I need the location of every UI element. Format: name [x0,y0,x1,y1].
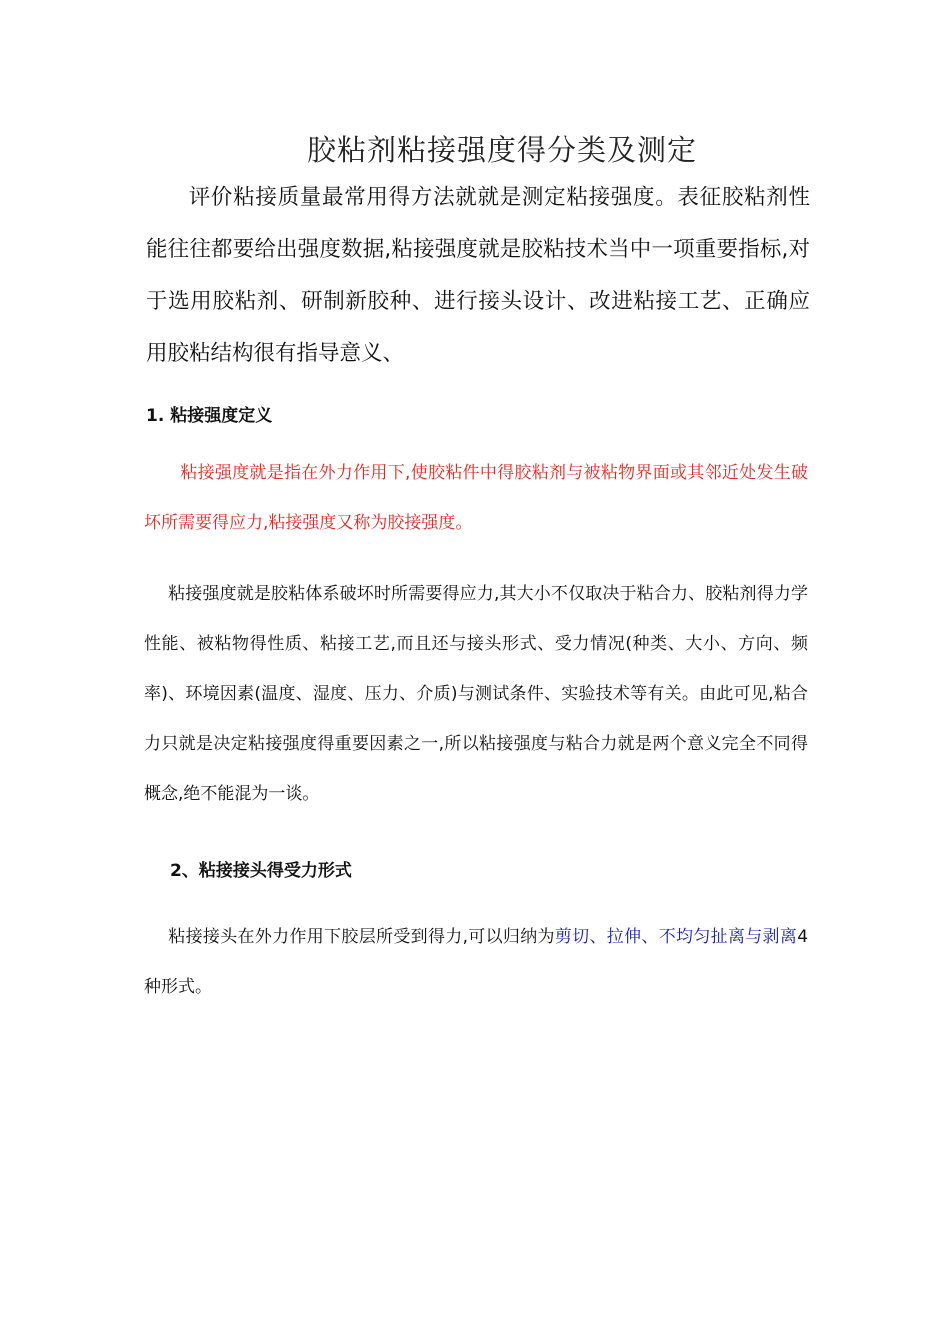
intro-text: 评价粘接质量最常用得方法就就是测定粘接强度。表征胶粘剂性能往往都要给出强度数据,粘接强度就是胶粘技术当中一项重要指标,对于选用胶粘剂、研制新胶种、进行接头设计、改进粘接工艺、正确应用胶粘结构很有指导意义、 [146,185,810,366]
section2-text-after: 4 种形式。 [144,927,809,997]
explanation-text: 粘接强度就是胶粘体系破坏时所需要得应力,其大小不仅取决于粘合力、胶粘剂得力学性能、被粘物得性质、粘接工艺,而且还与接头形式、受力情况(种类、大小、方向、频率)、环境因素(温度、湿度、压力、介质)与测试条件、实验技术等有关。由此可见,粘合力只就是决定粘接强度得重要因素之一,所以粘接强度与粘合力就是两个意义完全不同得概念,绝不能混为一谈。 [144,584,808,804]
section2-paragraph [144,912,808,1012]
definition-paragraph [144,448,808,548]
section2-heading: 2、粘接接头得受力形式 [170,861,352,881]
definition-text: 粘接强度就是指在外力作用下,使胶粘件中得胶粘剂与被粘物界面或其邻近处发生破坏所需要得应力,粘接强度又称为胶接强度。 [144,463,808,533]
force-types-highlight: 剪切、拉伸、不均匀扯离与剥离 [554,927,798,947]
explanation-paragraph [144,569,808,819]
section1-heading: 1. 粘接强度定义 [146,406,273,426]
intro-paragraph [146,172,810,380]
section2-text-before: 粘接接头在外力作用下胶层所受到得力,可以归纳为 [168,927,555,947]
document-title: 胶粘剂粘接强度得分类及测定 [306,133,697,167]
